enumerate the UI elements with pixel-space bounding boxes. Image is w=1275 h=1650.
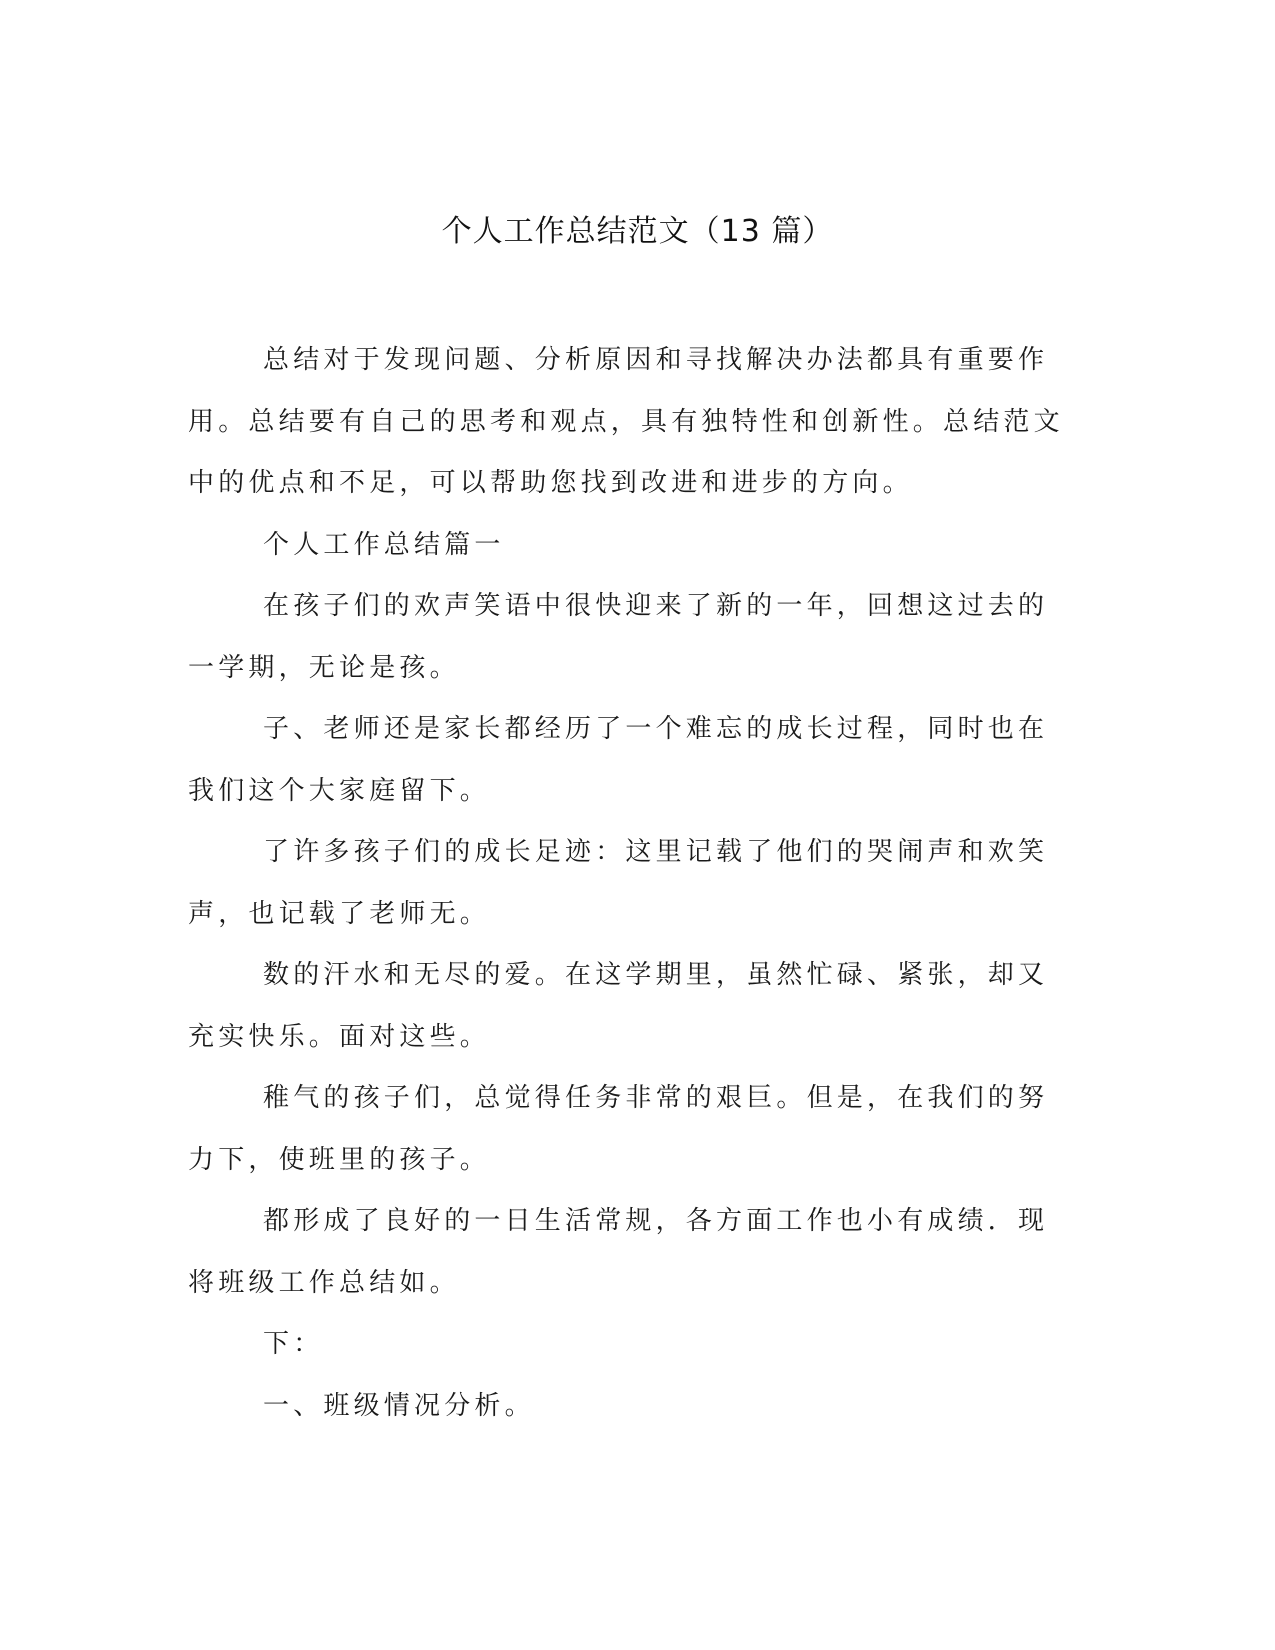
section-heading: 个人工作总结篇一 <box>263 529 505 560</box>
paragraph: 稚气的孩子们，总觉得任务非常的艰巨。但是，在我们的努力下，使班里的孩子。 <box>188 1083 1049 1175</box>
paragraph: 了许多孩子们的成长足迹：这里记载了他们的哭闹声和欢笑声，也记载了老师无。 <box>188 837 1049 929</box>
paragraph: 数的汗水和无尽的爱。在这学期里，虽然忙碌、紧张，却又充实快乐。面对这些。 <box>188 960 1049 1052</box>
paragraph-intro: 总结对于发现问题、分析原因和寻找解决办法都具有重要作用。总结要有自己的思考和观点，具有独特性和创新性。总结范文中的优点和不足，可以帮助您找到改进和进步的方向。 <box>188 345 1064 498</box>
subsection-heading: 一、班级情况分析。 <box>263 1390 535 1421</box>
paragraph: 都形成了良好的一日生活常规，各方面工作也小有成绩．现将班级工作总结如。 <box>188 1206 1049 1298</box>
document-body <box>188 330 1078 1437</box>
paragraph: 下： <box>263 1329 324 1359</box>
paragraph: 在孩子们的欢声笑语中很快迎来了新的一年，回想这过去的一学期，无论是孩。 <box>188 591 1049 683</box>
document-title: 个人工作总结范文（13 篇） <box>441 214 834 249</box>
paragraph: 子、老师还是家长都经历了一个难忘的成长过程，同时也在我们这个大家庭留下。 <box>188 714 1049 806</box>
